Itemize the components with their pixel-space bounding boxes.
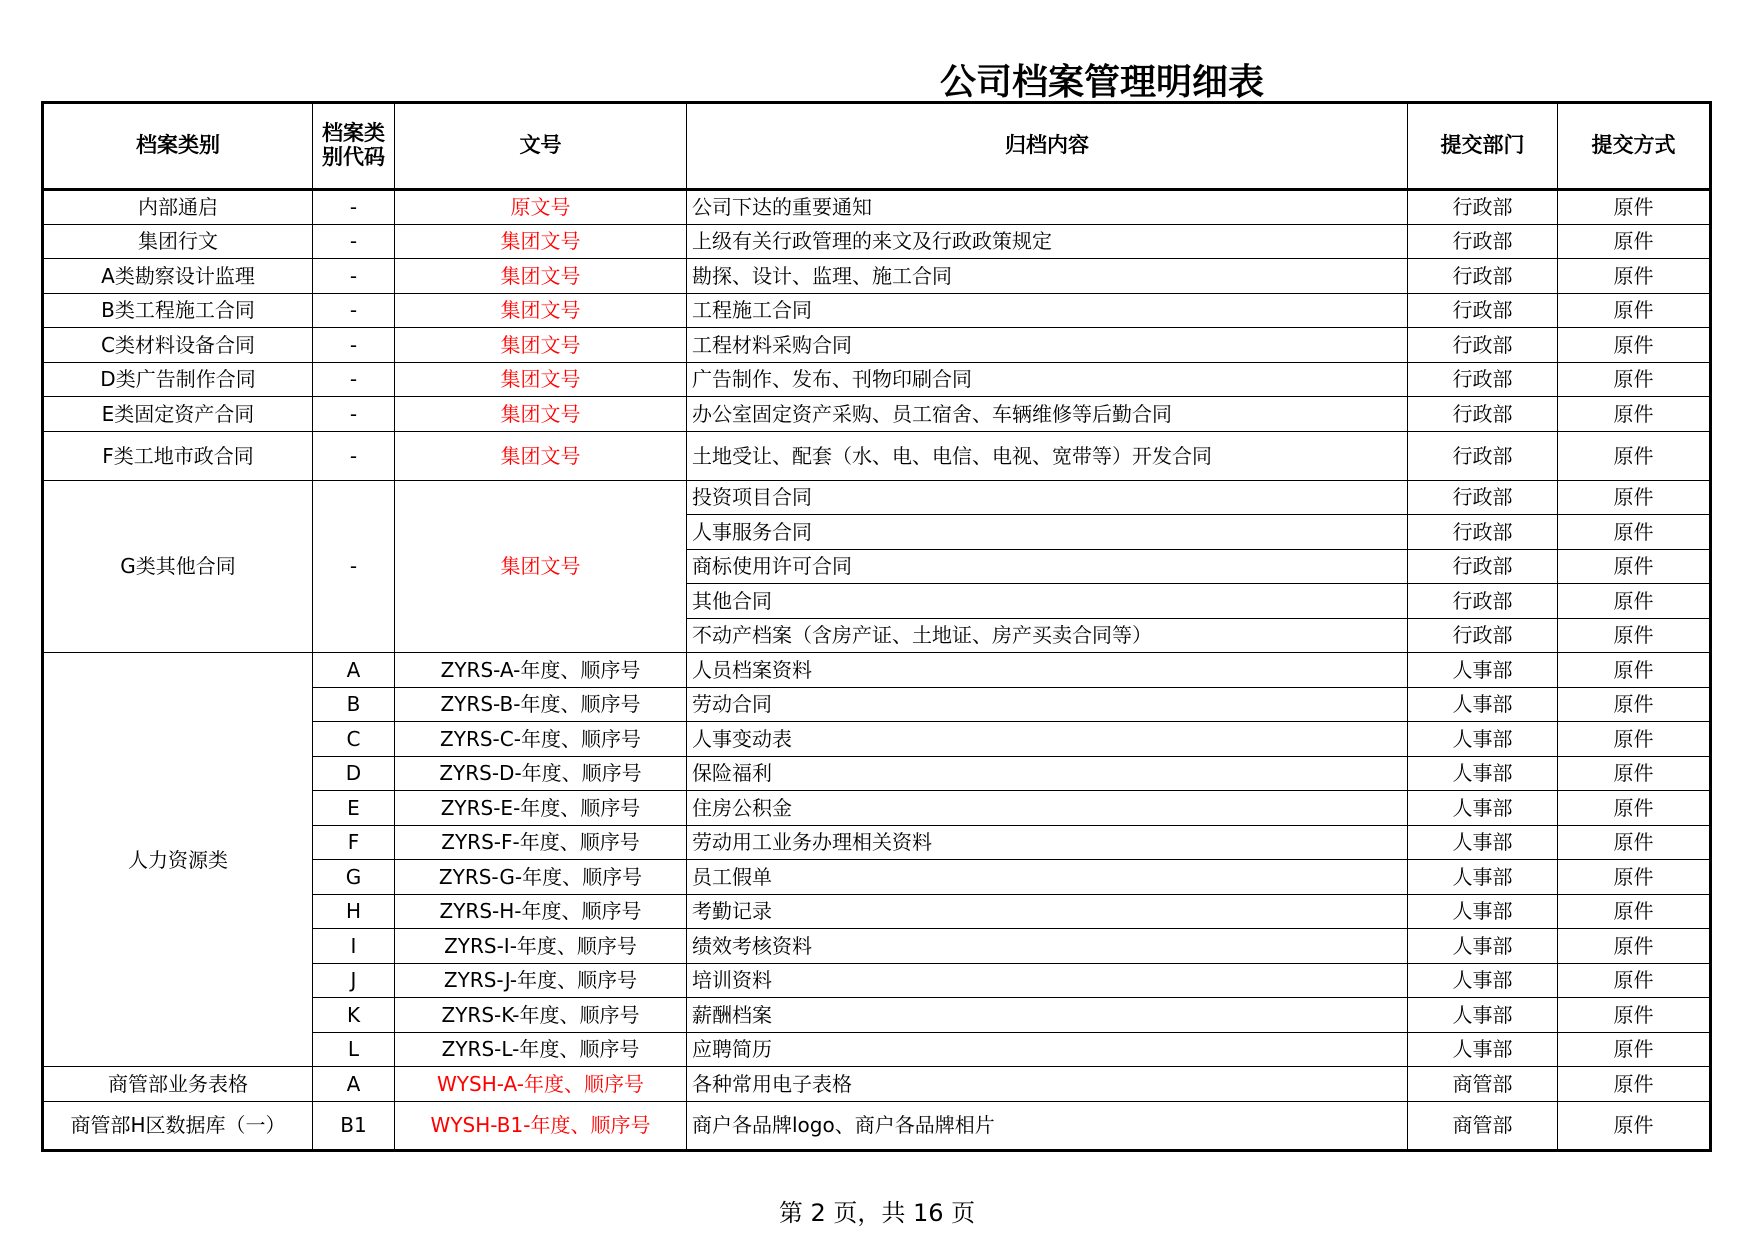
cell-dept: 行政部 <box>1408 480 1558 515</box>
cell-code: - <box>313 293 395 328</box>
cell-method: 原件 <box>1558 328 1711 363</box>
cell-category: 商管部H区数据库（一） <box>43 1101 313 1150</box>
cell-dept: 商管部 <box>1408 1101 1558 1150</box>
cell-content: 绩效考核资料 <box>687 929 1408 964</box>
cell-content: 劳动用工业务办理相关资料 <box>687 825 1408 860</box>
cell-method: 原件 <box>1558 549 1711 584</box>
cell-category: 人力资源类 <box>43 653 313 1067</box>
cell-category: G类其他合同 <box>43 480 313 653</box>
cell-content: 其他合同 <box>687 584 1408 619</box>
cell-doc-no: ZYRS-D-年度、顺序号 <box>395 756 687 791</box>
cell-content: 商户各品牌logo、商户各品牌相片 <box>687 1101 1408 1150</box>
cell-content: 工程材料采购合同 <box>687 328 1408 363</box>
cell-content: 人员档案资料 <box>687 653 1408 688</box>
cell-code: G <box>313 860 395 895</box>
cell-method: 原件 <box>1558 998 1711 1033</box>
cell-content: 各种常用电子表格 <box>687 1067 1408 1102</box>
cell-code: D <box>313 756 395 791</box>
cell-category: 商管部业务表格 <box>43 1067 313 1102</box>
cell-method: 原件 <box>1558 1067 1711 1102</box>
table-row <box>43 431 1711 480</box>
cell-content: 不动产档案（含房产证、土地证、房产买卖合同等） <box>687 618 1408 653</box>
cell-category: E类固定资产合同 <box>43 397 313 432</box>
cell-content: 投资项目合同 <box>687 480 1408 515</box>
cell-code: E <box>313 791 395 826</box>
cell-dept: 人事部 <box>1408 756 1558 791</box>
cell-code: B <box>313 687 395 722</box>
cell-content: 广告制作、发布、刊物印刷合同 <box>687 362 1408 397</box>
cell-dept: 行政部 <box>1408 515 1558 550</box>
cell-dept: 人事部 <box>1408 860 1558 895</box>
cell-method: 原件 <box>1558 618 1711 653</box>
cell-dept: 人事部 <box>1408 791 1558 826</box>
header-category: 档案类别 <box>43 103 313 190</box>
cell-dept: 人事部 <box>1408 722 1558 757</box>
table-row <box>43 224 1711 259</box>
cell-doc-no: ZYRS-K-年度、顺序号 <box>395 998 687 1033</box>
cell-category: 集团行文 <box>43 224 313 259</box>
cell-category: D类广告制作合同 <box>43 362 313 397</box>
cell-method: 原件 <box>1558 224 1711 259</box>
table-row <box>43 1067 1711 1102</box>
cell-method: 原件 <box>1558 825 1711 860</box>
cell-doc-no: ZYRS-L-年度、顺序号 <box>395 1032 687 1067</box>
cell-method: 原件 <box>1558 1101 1711 1150</box>
cell-method: 原件 <box>1558 584 1711 619</box>
table-row <box>43 653 1711 688</box>
cell-method: 原件 <box>1558 431 1711 480</box>
table-row <box>43 328 1711 363</box>
header-dept: 提交部门 <box>1408 103 1558 190</box>
cell-dept: 行政部 <box>1408 224 1558 259</box>
cell-method: 原件 <box>1558 480 1711 515</box>
cell-code: - <box>313 259 395 294</box>
cell-dept: 人事部 <box>1408 963 1558 998</box>
cell-doc-no: 集团文号 <box>395 397 687 432</box>
cell-dept: 行政部 <box>1408 293 1558 328</box>
cell-content: 培训资料 <box>687 963 1408 998</box>
cell-code: I <box>313 929 395 964</box>
table-row <box>43 1101 1711 1150</box>
cell-method: 原件 <box>1558 894 1711 929</box>
cell-code: A <box>313 653 395 688</box>
page-footer: 第 2 页，共 16 页 <box>778 1199 976 1227</box>
cell-content: 土地受让、配套（水、电、电信、电视、宽带等）开发合同 <box>687 431 1408 480</box>
cell-dept: 行政部 <box>1408 190 1558 225</box>
cell-category: F类工地市政合同 <box>43 431 313 480</box>
cell-code: - <box>313 328 395 363</box>
cell-dept: 人事部 <box>1408 894 1558 929</box>
cell-doc-no: ZYRS-B-年度、顺序号 <box>395 687 687 722</box>
cell-doc-no: ZYRS-A-年度、顺序号 <box>395 653 687 688</box>
cell-dept: 行政部 <box>1408 397 1558 432</box>
cell-doc-no: 集团文号 <box>395 328 687 363</box>
header-doc-no: 文号 <box>395 103 687 190</box>
table-row <box>43 293 1711 328</box>
cell-content: 住房公积金 <box>687 791 1408 826</box>
cell-content: 公司下达的重要通知 <box>687 190 1408 225</box>
cell-content: 员工假单 <box>687 860 1408 895</box>
cell-dept: 人事部 <box>1408 929 1558 964</box>
cell-doc-no: ZYRS-H-年度、顺序号 <box>395 894 687 929</box>
cell-code: H <box>313 894 395 929</box>
cell-code: A <box>313 1067 395 1102</box>
cell-doc-no: ZYRS-C-年度、顺序号 <box>395 722 687 757</box>
cell-doc-no: ZYRS-J-年度、顺序号 <box>395 963 687 998</box>
cell-method: 原件 <box>1558 653 1711 688</box>
cell-doc-no: 集团文号 <box>395 259 687 294</box>
cell-category: A类勘察设计监理 <box>43 259 313 294</box>
header-method: 提交方式 <box>1558 103 1711 190</box>
cell-dept: 行政部 <box>1408 328 1558 363</box>
archive-table <box>41 101 1712 1152</box>
cell-category: 内部通启 <box>43 190 313 225</box>
cell-method: 原件 <box>1558 190 1711 225</box>
cell-doc-no: WYSH-A-年度、顺序号 <box>395 1067 687 1102</box>
header-content: 归档内容 <box>687 103 1408 190</box>
cell-content: 工程施工合同 <box>687 293 1408 328</box>
cell-code: - <box>313 224 395 259</box>
cell-code: - <box>313 397 395 432</box>
cell-doc-no: WYSH-B1-年度、顺序号 <box>395 1101 687 1150</box>
cell-content: 商标使用许可合同 <box>687 549 1408 584</box>
cell-dept: 行政部 <box>1408 549 1558 584</box>
cell-doc-no: 集团文号 <box>395 224 687 259</box>
cell-content: 人事变动表 <box>687 722 1408 757</box>
cell-code: J <box>313 963 395 998</box>
cell-method: 原件 <box>1558 1032 1711 1067</box>
cell-content: 上级有关行政管理的来文及行政政策规定 <box>687 224 1408 259</box>
cell-code: F <box>313 825 395 860</box>
cell-code: - <box>313 431 395 480</box>
cell-code: C <box>313 722 395 757</box>
cell-method: 原件 <box>1558 687 1711 722</box>
cell-dept: 人事部 <box>1408 653 1558 688</box>
cell-code: K <box>313 998 395 1033</box>
cell-method: 原件 <box>1558 963 1711 998</box>
cell-method: 原件 <box>1558 397 1711 432</box>
cell-content: 人事服务合同 <box>687 515 1408 550</box>
cell-code: - <box>313 362 395 397</box>
cell-doc-no: ZYRS-I-年度、顺序号 <box>395 929 687 964</box>
cell-content: 劳动合同 <box>687 687 1408 722</box>
cell-method: 原件 <box>1558 293 1711 328</box>
cell-doc-no: 原文号 <box>395 190 687 225</box>
header-code: 档案类别代码 <box>313 103 395 190</box>
table-row <box>43 480 1711 515</box>
cell-method: 原件 <box>1558 929 1711 964</box>
cell-content: 勘探、设计、监理、施工合同 <box>687 259 1408 294</box>
cell-content: 应聘简历 <box>687 1032 1408 1067</box>
cell-content: 考勤记录 <box>687 894 1408 929</box>
cell-doc-no: 集团文号 <box>395 480 687 653</box>
cell-method: 原件 <box>1558 259 1711 294</box>
cell-method: 原件 <box>1558 362 1711 397</box>
cell-code: - <box>313 190 395 225</box>
cell-doc-no: ZYRS-E-年度、顺序号 <box>395 791 687 826</box>
cell-category: C类材料设备合同 <box>43 328 313 363</box>
cell-method: 原件 <box>1558 756 1711 791</box>
cell-method: 原件 <box>1558 515 1711 550</box>
cell-category: B类工程施工合同 <box>43 293 313 328</box>
cell-doc-no: ZYRS-G-年度、顺序号 <box>395 860 687 895</box>
cell-doc-no: 集团文号 <box>395 362 687 397</box>
cell-doc-no: 集团文号 <box>395 431 687 480</box>
cell-code: L <box>313 1032 395 1067</box>
cell-method: 原件 <box>1558 860 1711 895</box>
cell-dept: 行政部 <box>1408 618 1558 653</box>
cell-dept: 行政部 <box>1408 431 1558 480</box>
cell-dept: 人事部 <box>1408 998 1558 1033</box>
cell-dept: 人事部 <box>1408 1032 1558 1067</box>
cell-code: B1 <box>313 1101 395 1150</box>
cell-doc-no: 集团文号 <box>395 293 687 328</box>
cell-dept: 行政部 <box>1408 259 1558 294</box>
cell-method: 原件 <box>1558 722 1711 757</box>
cell-content: 办公室固定资产采购、员工宿舍、车辆维修等后勤合同 <box>687 397 1408 432</box>
cell-code: - <box>313 480 395 653</box>
cell-dept: 行政部 <box>1408 584 1558 619</box>
cell-content: 保险福利 <box>687 756 1408 791</box>
table-header-row <box>43 103 1711 190</box>
page-title: 公司档案管理明细表 <box>940 62 1265 103</box>
table-row <box>43 190 1711 225</box>
table-row <box>43 259 1711 294</box>
cell-dept: 人事部 <box>1408 687 1558 722</box>
cell-content: 薪酬档案 <box>687 998 1408 1033</box>
table-row <box>43 362 1711 397</box>
cell-dept: 商管部 <box>1408 1067 1558 1102</box>
cell-method: 原件 <box>1558 791 1711 826</box>
table-row <box>43 397 1711 432</box>
cell-dept: 行政部 <box>1408 362 1558 397</box>
cell-doc-no: ZYRS-F-年度、顺序号 <box>395 825 687 860</box>
cell-dept: 人事部 <box>1408 825 1558 860</box>
